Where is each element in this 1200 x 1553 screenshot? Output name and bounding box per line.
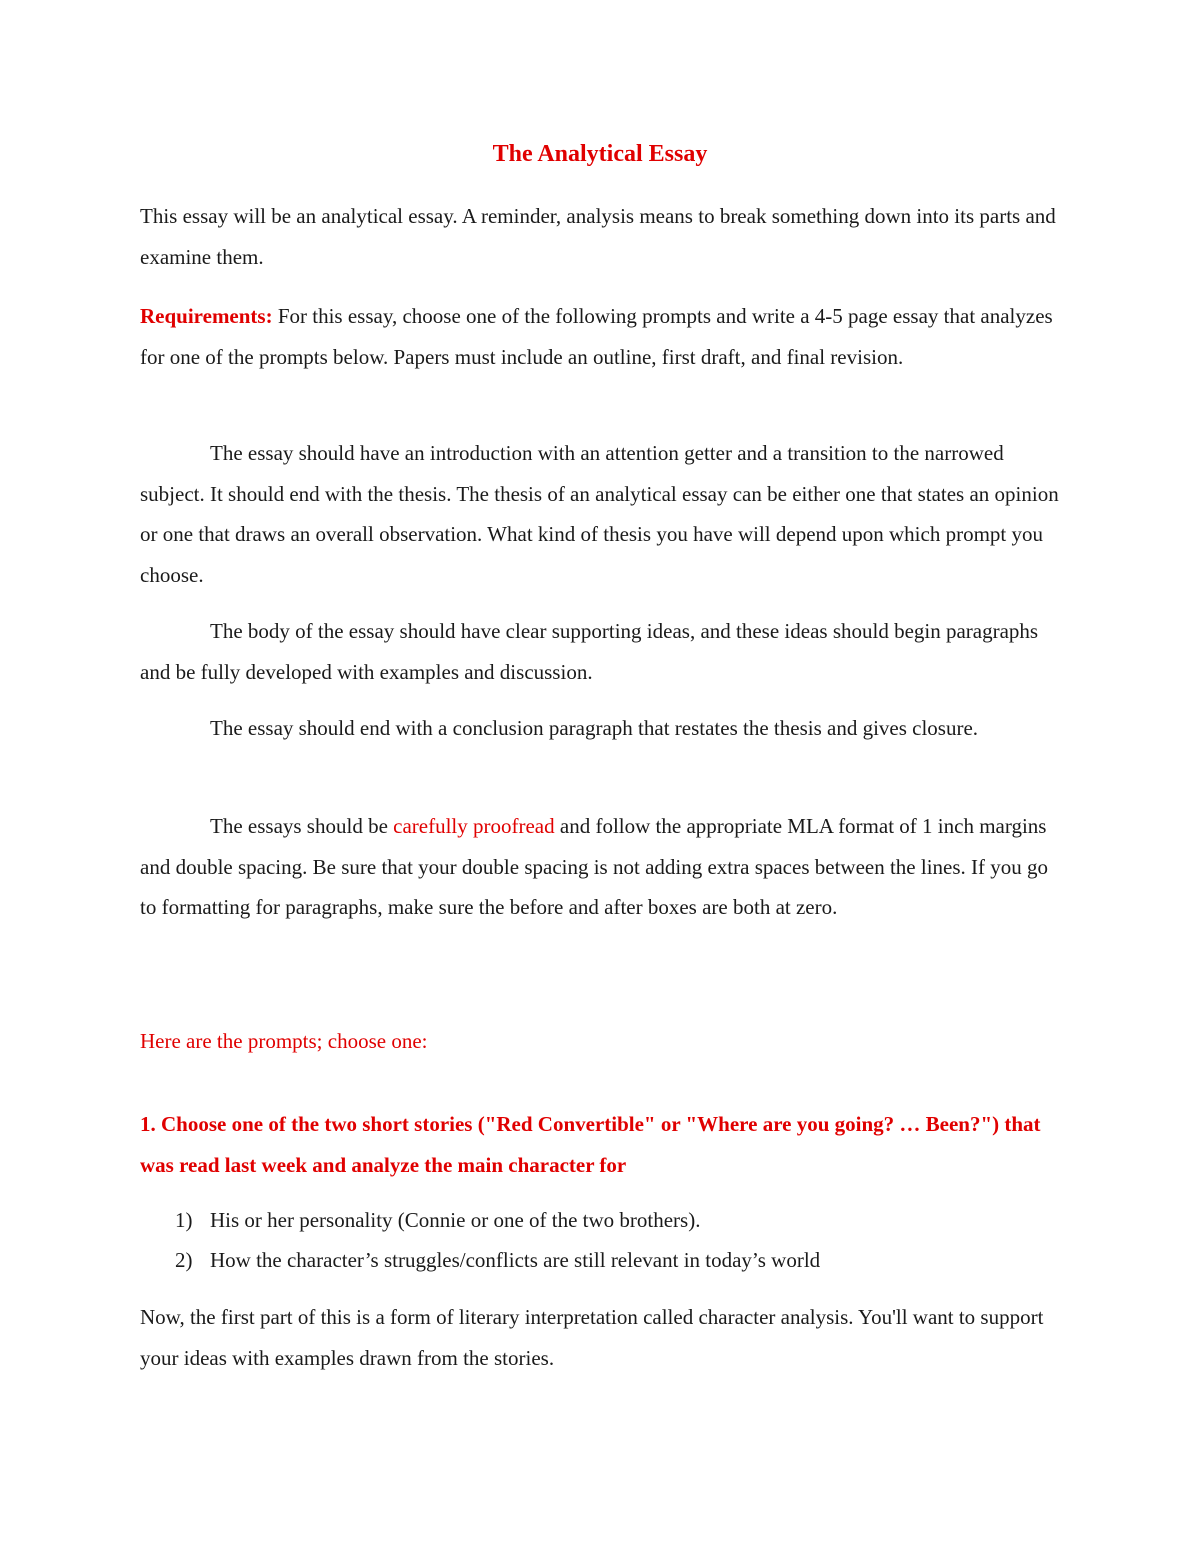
requirements-label: Requirements: [140, 304, 273, 328]
format-paragraph [140, 806, 1065, 928]
format-text-before: The essays should be [210, 814, 394, 838]
body-text: The body of the essay should have clear supporting ideas, and these ideas should begin paragraphs and be fully developed with examples and discussion. [140, 619, 1039, 684]
list-item-number: 1) [175, 1208, 193, 1232]
prompt-1-note: Now, the first part of this is a form of literary interpretation called character analysis. You'll want to support your ideas with examples drawn from the stories. [140, 1305, 1044, 1370]
conclusion-paragraph [140, 708, 1065, 749]
format-text-after: and follow the appropriate MLA format of 1 inch margins and double spacing. Be sure that your double spacing is not adding extra spaces between the lines. If you go to formatting for paragraphs, make sure the before and after boxes are both at zero. [140, 814, 1049, 919]
prompt-1-list [140, 1200, 1065, 1280]
list-item [140, 1240, 1065, 1280]
list-item-text: His or her personality (Connie or one of the two brothers). [210, 1208, 701, 1232]
introduction-paragraph [140, 433, 1065, 595]
body-paragraph [140, 611, 1065, 692]
prompt-1-heading: 1. Choose one of the two short stories ("Red Convertible" or "Where are you going? … Been?") that was read last week and analyze the main character for [140, 1112, 1041, 1177]
list-item [140, 1200, 1065, 1240]
document-title: The Analytical Essay [492, 141, 708, 167]
intro-paragraph [140, 196, 1065, 277]
conclusion-text: The essay should end with a conclusion paragraph that restates the thesis and gives closure. [210, 716, 979, 740]
prompts-heading: Here are the prompts; choose one: [140, 1029, 428, 1053]
requirements-text: For this essay, choose one of the following prompts and write a 4-5 page essay that analyzes for one of the prompts below. Papers must include an outline, first draft, and final revision. [140, 304, 1053, 369]
list-item-number: 2) [175, 1248, 193, 1272]
list-item-text: How the character’s struggles/conflicts are still relevant in today’s world [210, 1248, 821, 1272]
intro-text: This essay will be an analytical essay. A reminder, analysis means to break something down into its parts and examine them. [140, 204, 1056, 269]
requirements-paragraph [140, 296, 1065, 377]
format-highlight: carefully proofread [393, 814, 555, 838]
introduction-text: The essay should have an introduction with an attention getter and a transition to the narrowed subject. It should end with the thesis. The thesis of an analytical essay can be either one that states an opinion or one that draws an overall observation. What kind of thesis you have will depend upon which prompt you choose. [140, 441, 1059, 587]
